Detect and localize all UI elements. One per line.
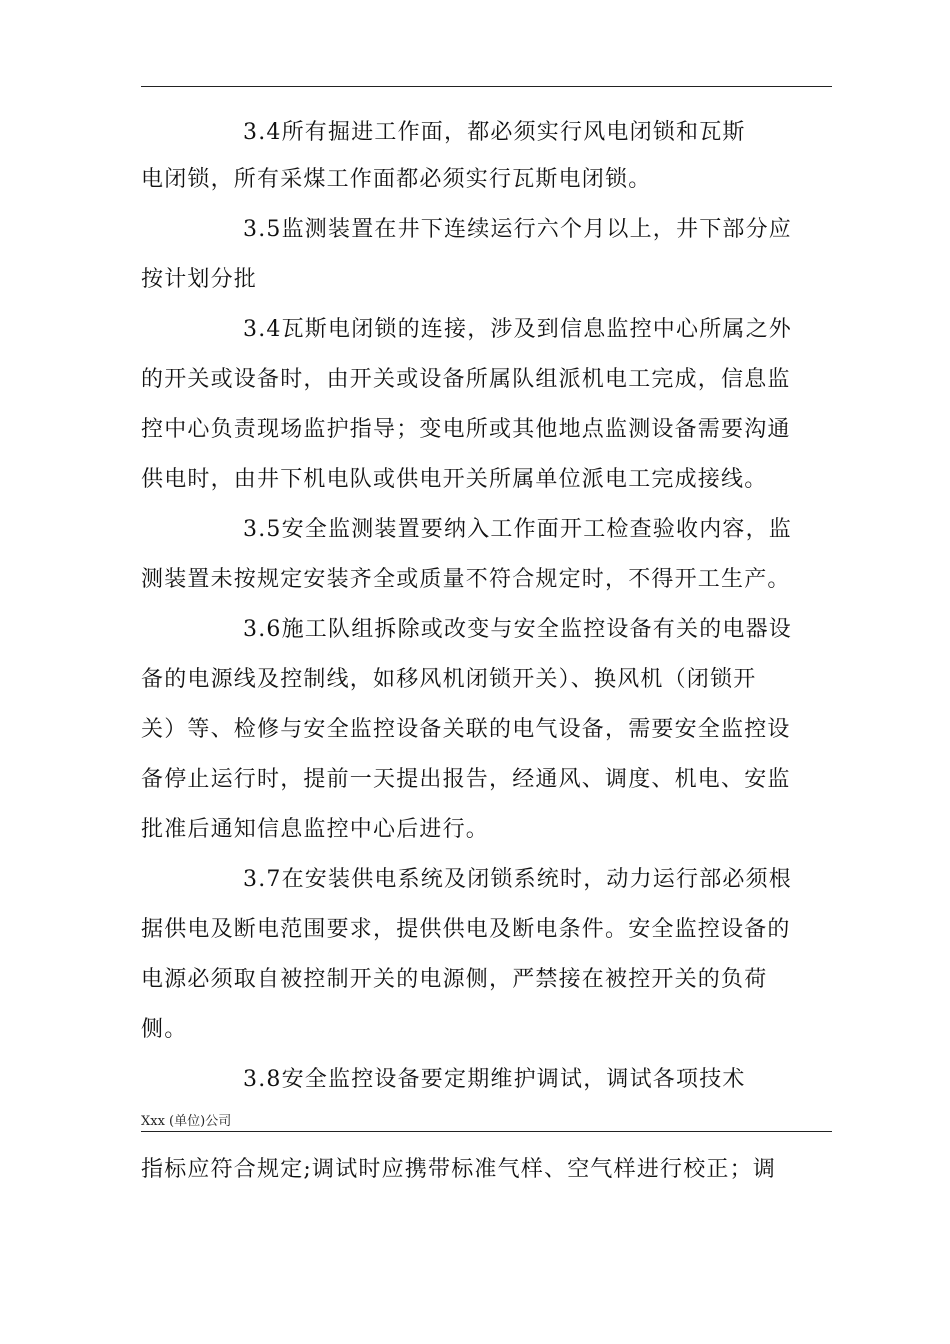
text-line: 3.7在安装供电系统及闭锁系统时，动力运行部必须根 (243, 867, 792, 892)
text-line: 据供电及断电范围要求，提供供电及断电条件。安全监控设备的 (141, 917, 791, 942)
text-line: 3.4瓦斯电闭锁的连接，涉及到信息监控中心所属之外 (243, 317, 792, 342)
text-line: 侧。 (141, 1017, 188, 1042)
header-rule (141, 86, 832, 87)
text-line: 3.6施工队组拆除或改变与安全监控设备有关的电器设 (243, 617, 792, 642)
next-page-text-line: 指标应符合规定;调试时应携带标准气样、空气样进行校正；调 (141, 1157, 777, 1182)
footer-company-name: Xxx (单位)公司 (141, 1114, 232, 1129)
text-line: 按计划分批 (141, 267, 258, 292)
text-line: 备停止运行时，提前一天提出报告，经通风、调度、机电、安监 (141, 767, 791, 792)
text-line: 3.8安全监控设备要定期维护调试，调试各项技术 (243, 1067, 746, 1092)
text-line: 供电时，由井下机电队或供电开关所属单位派电工完成接线。 (141, 467, 768, 492)
text-line: 测装置未按规定安装齐全或质量不符合规定时，不得开工生产。 (141, 567, 791, 592)
text-line: 电源必须取自被控制开关的电源侧，严禁接在被控开关的负荷 (141, 967, 768, 992)
text-line: 3.5监测装置在井下连续运行六个月以上，井下部分应 (243, 217, 792, 242)
text-line: 的开关或设备时，由开关或设备所属队组派机电工完成，信息监 (141, 367, 791, 392)
text-line: 批准后通知信息监控中心后进行。 (141, 817, 490, 842)
text-line: 电闭锁，所有采煤工作面都必须实行瓦斯电闭锁。 (141, 167, 652, 192)
text-line: 3.4所有掘进工作面，都必须实行风电闭锁和瓦斯 (243, 120, 746, 145)
text-line: 备的电源线及控制线，如移风机闭锁开关）、换风机（闭锁开 (141, 667, 757, 692)
footer-rule (141, 1131, 832, 1132)
text-line: 3.5安全监测装置要纳入工作面开工检查验收内容，监 (243, 517, 792, 542)
text-line: 关）等、检修与安全监控设备关联的电气设备，需要安全监控设 (141, 717, 791, 742)
text-line: 控中心负责现场监护指导；变电所或其他地点监测设备需要沟通 (141, 417, 791, 442)
